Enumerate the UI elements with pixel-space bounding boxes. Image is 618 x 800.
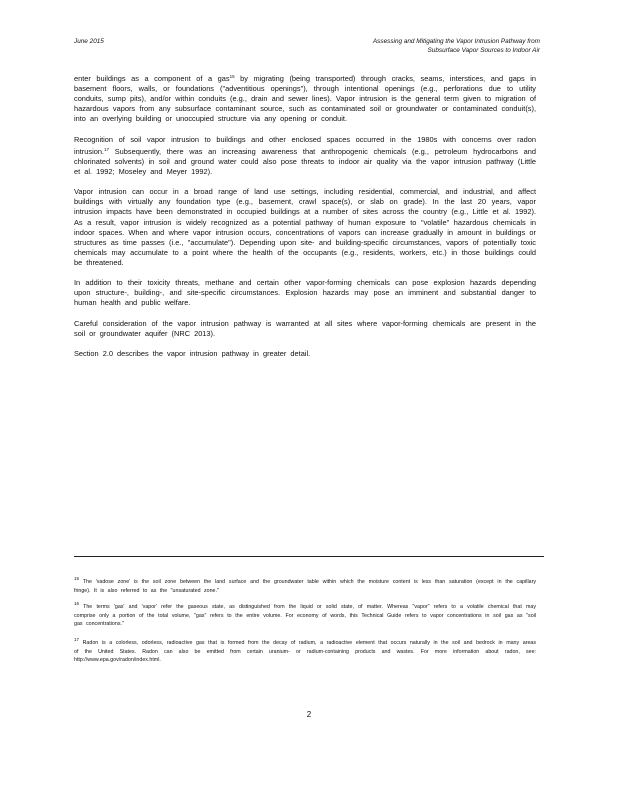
header-title	[280, 37, 540, 55]
footnote-17-text: Radon is a colorless, odorless, radioactive gas that is formed from the decay of radium, a radioactive element that occurs naturally in the soil and bedrock in many areas of the United States. Radon can also be emitted from certain uranium- or radium-containing products and wastes. For more information about radon, see: http://www.epa.gov/radon/index.html.	[74, 640, 536, 664]
footnote-16-number: 16	[74, 601, 80, 606]
footnote-16	[74, 600, 536, 629]
footnote-17	[74, 636, 536, 665]
paragraph-4-text: In addition to their toxicity threats, methane and certain other vapor-forming chemicals can pose explosion hazards depending upon structure-, building-, and site-specific circumstances. Explosion hazards may pose an imminent and substantial danger to human health and public welfare.	[74, 278, 536, 308]
header-date: June 2015	[74, 38, 104, 45]
footnote-15-text: The 'vadose zone' is the soil zone between the land surface and the groundwater table within which the moisture content is less than saturation (except in the capillary fringe). It is also referred to as the "unsaturated zone."	[74, 579, 536, 594]
paragraph-1-rest: by migrating (being transported) through cracks, seams, interstices, and gaps in basement floors, walls, or foundations ("adventitious openings"), through intentional openings (e.g., perforations due to utility conduits, sump pits), and/or within conduits (e.g., drain and sewer lines). Vapor intrusion is the general term given to migration of hazardous vapors from any subsurface contaminant source, such as contaminated soil or groundwater or contaminated conduit(s), into an overlying building or unoccupied structure via any opening or conduit.	[74, 74, 536, 124]
paragraph-6	[74, 349, 536, 359]
paragraph-2-rest: Subsequently, there was an increasing awareness that anthropogenic chemicals (e.g., petroleum hydrocarbons and chlorinated solvents) in soil and ground water could also pose threats to indoor air quality via the vapor intrusion pathway (Little et al. 1992; Moseley and Meyer 1992).	[74, 146, 536, 176]
page-number: 2	[306, 710, 312, 719]
paragraph-1	[74, 72, 536, 124]
paragraph-2-text: Recognition of soil vapor intrusion to buildings and other enclosed spaces occurred in the 1980s with concerns over radon intrusion.	[74, 134, 536, 156]
paragraph-3-text: Vapor intrusion can occur in a broad range of land use settings, including residential, commercial, and industrial, and affect buildings with virtually any foundation type (e.g., basement, crawl space(s), or slab on grade). In the last 20 years, vapor intrusion impacts have been demonstrated in occupied buildings at a number of sites across the country (e.g., Little et al. 1992). As a result, vapor intrusion is widely recognized as a potential pathway of human exposure to "volatile" hazardous chemicals in indoor spaces. When and where vapor intrusion occurs, concentrations of vapors can increase gradually in amount in buildings or structures as time passes (i.e., "accumulate"). Depending upon site- and building-specific circumstances, vapors of potentially toxic chemicals may accumulate to a point where the health of the occupants (e.g., residents, workers, etc.) in those buildings could be threatened.	[74, 187, 536, 267]
paragraph-2	[74, 135, 536, 177]
paragraph-5	[74, 319, 536, 339]
footnote-ref-17: 17	[104, 146, 110, 152]
paragraph-4	[74, 278, 536, 308]
footnote-16-text: The terms 'gas' and 'vapor' refer the gaseous state, as distinguished from the liquid or solid state, of matter. Whereas "vapor" refers to a volatile chemical that may comprise only a portion of the total volume, "gas" refers to the entire volume. For economy of words, this Technical Guide refers to vapor concentrations in soil gas as "soil gas concentrations."	[74, 604, 536, 628]
paragraph-6-text: Section 2.0 describes the vapor intrusion pathway in greater detail.	[74, 349, 311, 358]
footnote-15-number: 15	[74, 576, 80, 581]
header-title-line-1: Assessing and Mitigating the Vapor Intrusion Pathway from	[372, 38, 540, 45]
header-title-line-2: Subsurface Vapor Sources to Indoor Air	[427, 47, 540, 54]
paragraph-3	[74, 187, 536, 268]
main-body	[74, 72, 536, 369]
footnote-ref-15: 15	[229, 74, 235, 79]
paragraph-5-text: Careful consideration of the vapor intrusion pathway is warranted at all sites where vapor-forming chemicals are present in the soil or groundwater aquifer (NRC 2013).	[74, 318, 536, 338]
footnote-15	[74, 575, 536, 595]
paragraph-1-text: enter buildings as a component of a gas	[74, 74, 230, 83]
footnote-divider	[74, 556, 544, 557]
footnote-17-number: 17	[74, 637, 80, 642]
